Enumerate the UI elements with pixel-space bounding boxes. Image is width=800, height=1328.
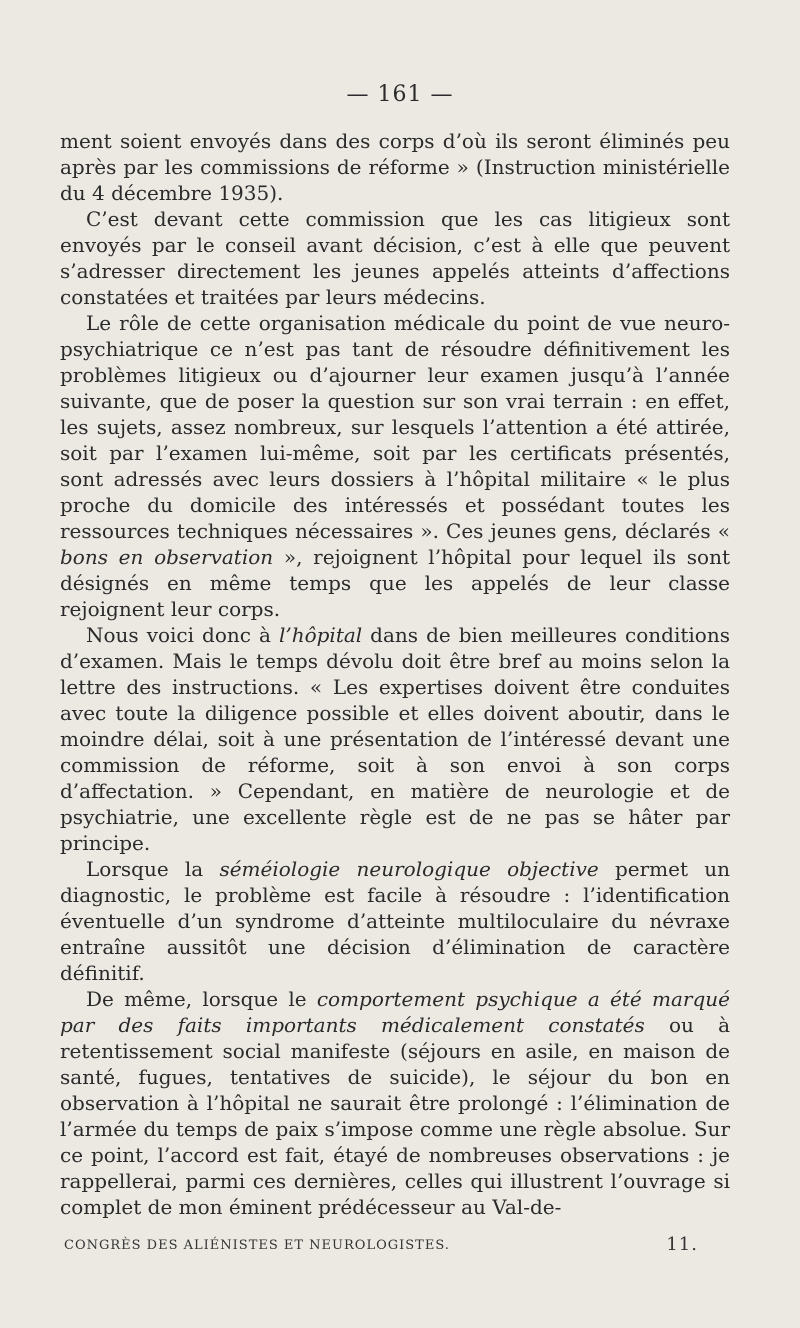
text-run: De même, lorsque le (86, 987, 317, 1011)
text-run: », rejoignent l’hôpital pour lequel ils sont désignés en même temps que les appelés de leur classe rejoignent leur corps. (60, 545, 730, 621)
text-run: Le rôle de cette organisation médicale du point de vue neuro-psychiatrique ce n’est pas tant de résoudre définitivement les problèmes litigieux ou d’ajourner leur examen jusqu’à l’année suivante, que de poser la question sur son vrai terrain : en effet, les sujets, assez nombreux, sur lesquels l’attention a été attirée, soit par l’examen lui-même, soit par les certificats présentés, sont adressés avec leurs dossiers à l’hôpital militaire « le plus proche du domicile des intéressés et possédant toutes les ressources techniques nécessaires ». Ces jeunes gens, déclarés « (60, 311, 730, 543)
text-run: Nous voici donc à (86, 623, 279, 647)
body-text (60, 128, 730, 1220)
text-run: C’est devant cette commission que les cas litigieux sont envoyés par le conseil avant décision, c’est à elle que peuvent s’adresser directement les jeunes appelés atteints d’affections constatées et traitées par leurs médecins. (60, 207, 730, 309)
italic-text: l’hôpital (278, 623, 363, 647)
paragraph (60, 310, 730, 622)
text-run: permet un diagnostic, le problème est facile à résoudre : l’identification éventuelle d’un syndrome d’atteinte multiloculaire du névraxe entraîne aussitôt une décision d’élimination de caractère définitif. (60, 857, 730, 985)
text-run: ment soient envoyés dans des corps d’où ils seront éliminés peu après par les commissions de réforme » (Instruction ministérielle du 4 décembre 1935). (60, 129, 730, 205)
paragraph (60, 206, 730, 310)
text-run: dans de bien meilleures conditions d’examen. Mais le temps dévolu doit être bref au moins selon la lettre des instructions. « Les expertises doivent être conduites avec toute la diligence possible et elles doivent aboutir, dans le moindre délai, soit à une présentation de l’intéressé devant une commission de réforme, soit à son envoi à son corps d’affectation. » Cependant, en matière de neurologie et de psychiatrie, une excellente règle est de ne pas se hâter par principe. (60, 623, 730, 855)
italic-text: bons en observation (60, 545, 274, 569)
footer-sheet-number: 11. (666, 1234, 698, 1255)
text-run: Lorsque la (86, 857, 220, 881)
paragraph (60, 128, 730, 206)
text-run: ou à retentissement social manifeste (séjours en asile, en maison de santé, fugues, tentatives de suicide), le séjour du bon en observation à l’hôpital ne saurait être prolongé : l’élimination de l’armée du temps de paix s’impose comme une règle absolue. Sur ce point, l’accord est fait, étayé de nombreuses observations : je rappellerai, parmi ces dernières, celles qui illustrent l’ouvrage si complet de mon éminent prédécesseur au Val-de- (60, 1013, 731, 1219)
italic-text: comportement psychique a été marqué par des faits importants médicalement constatés (60, 987, 730, 1037)
page-footer (64, 1236, 698, 1260)
paragraph (60, 856, 730, 986)
paragraph (60, 986, 730, 1220)
page-number: — 161 — (346, 82, 454, 107)
footer-signature: CONGRÈS DES ALIÉNISTES ET NEUROLOGISTES. (64, 1238, 450, 1253)
paragraph (60, 622, 730, 856)
italic-text: séméiologie neurologique objective (219, 857, 599, 881)
